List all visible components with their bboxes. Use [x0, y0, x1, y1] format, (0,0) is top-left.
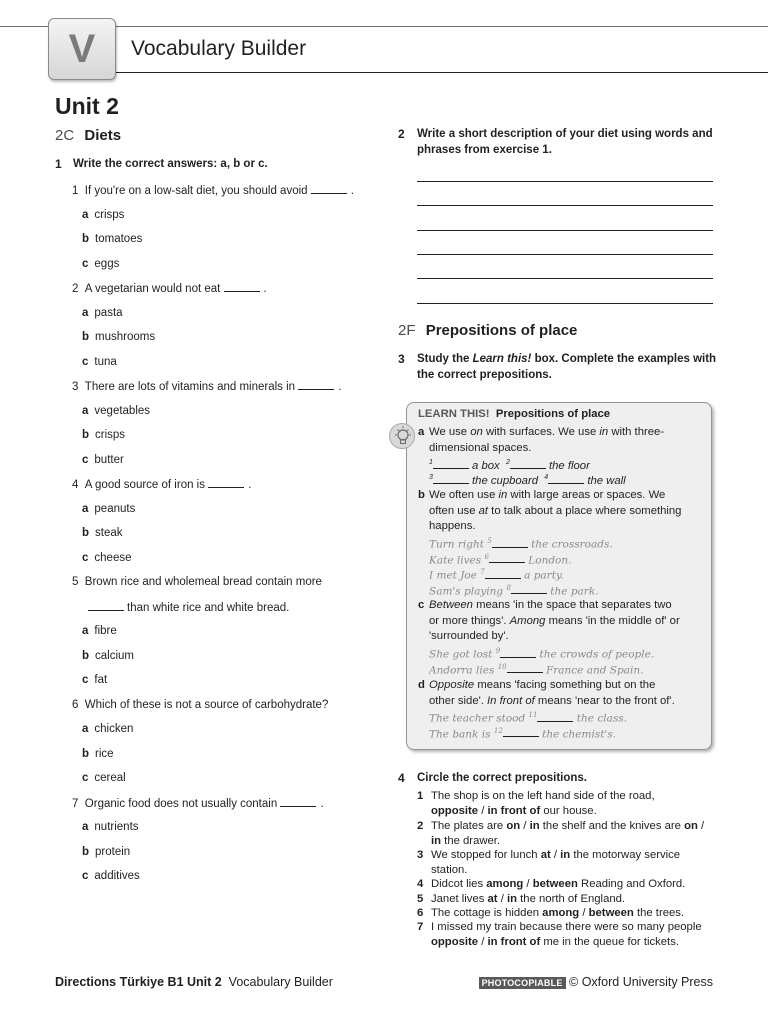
answer-option[interactable] [82, 233, 142, 245]
option-letter: a [82, 208, 89, 221]
option-letter: c [82, 355, 89, 368]
footer-book-unit: Directions Türkiye B1 Unit 2 [55, 975, 222, 989]
answer-option[interactable] [82, 307, 123, 319]
example-text: The teacher stood [429, 712, 529, 725]
example-text: the chemist's. [538, 728, 617, 740]
option-text: calcium [95, 649, 135, 662]
choice-word[interactable]: in [506, 893, 518, 905]
option-text: additives [94, 870, 140, 882]
choice-word[interactable]: at [540, 849, 551, 861]
rule-letter: a [418, 426, 425, 438]
gap-number: 6 [484, 552, 489, 561]
exercise-number: 2 [398, 127, 405, 141]
ex4-item-3: We stopped for lunch at / in the motorway service station. [431, 849, 681, 876]
answer-option[interactable] [82, 625, 117, 637]
answer-blank[interactable] [433, 474, 469, 484]
option-letter: b [82, 845, 90, 858]
answer-option[interactable] [82, 405, 150, 417]
answer-option[interactable] [82, 846, 130, 858]
gap-number: 10 [497, 662, 507, 671]
answer-option[interactable] [82, 748, 114, 760]
option-letter: c [82, 257, 89, 270]
exercise-number: 1 [55, 157, 62, 171]
instruction-text: Study the [417, 353, 473, 365]
question [72, 380, 342, 393]
example-text: a party. [520, 569, 564, 582]
option-letter: a [82, 502, 89, 515]
writing-line[interactable] [417, 181, 713, 182]
option-text: mushrooms [95, 331, 156, 343]
option-letter: a [82, 306, 89, 319]
choice-word[interactable]: on [684, 820, 698, 832]
answer-blank[interactable] [88, 601, 124, 611]
question-text: A vegetarian would not eat [84, 283, 221, 295]
instruction-text: box. Complete the examples with [531, 353, 717, 365]
gap-example [429, 581, 599, 600]
question-number: 6 [72, 698, 79, 711]
option-text: pasta [94, 306, 123, 319]
option-letter: c [82, 674, 89, 686]
exercise-instruction: Write the correct answers: a, b or c. [73, 158, 268, 170]
option-text: cheese [94, 551, 132, 564]
exercise-number: 4 [398, 771, 405, 785]
option-text: crisps [95, 429, 126, 441]
choice-word[interactable]: on [506, 820, 521, 832]
example-text: the class. [573, 712, 627, 725]
question-tail: . [263, 283, 267, 295]
rule-b-text: We often use in with large areas or spaces. We often use at to talk about a place where something happens. [429, 489, 682, 532]
option-text: steak [95, 527, 123, 539]
learn-box-heading [418, 407, 610, 423]
option-letter: c [82, 870, 89, 882]
question-text: Which of these is not a source of carbohydrate? [84, 698, 329, 711]
question-number: 5 [72, 576, 79, 588]
option-text: rice [95, 747, 114, 760]
answer-option[interactable] [82, 331, 155, 343]
option-letter: c [82, 453, 89, 466]
question-number: 3 [72, 381, 79, 393]
option-letter: a [82, 404, 89, 417]
section-title: Vocabulary Builder [131, 37, 307, 60]
answer-blank[interactable] [433, 459, 469, 469]
badge-letter: V [68, 26, 96, 71]
footer-left [55, 975, 333, 989]
question-text: Organic food does not usually contain [84, 797, 278, 810]
option-letter: c [82, 551, 89, 564]
item-number: 6 [417, 907, 424, 919]
question-tail: . [248, 479, 252, 491]
choice-word[interactable]: among [542, 907, 580, 919]
rule-letter: b [418, 489, 425, 501]
answer-blank[interactable] [492, 538, 528, 548]
question-text: A good source of iron is [84, 479, 205, 491]
answer-blank[interactable] [511, 584, 547, 594]
option-text: tuna [94, 355, 117, 368]
option-letter: a [82, 625, 89, 637]
instruction-emphasis: Learn this! [472, 353, 532, 365]
question-number: 1 [72, 185, 79, 197]
choice-word[interactable]: in [431, 834, 442, 847]
choice-word[interactable]: in front of [487, 935, 541, 948]
rule-a-text: We use on with surfaces. We use in with three- dimensional spaces. [429, 426, 665, 454]
exercise-instruction [417, 126, 713, 158]
option-text: fibre [94, 625, 117, 637]
question [72, 282, 267, 295]
option-text: nutrients [94, 821, 139, 833]
question [72, 576, 322, 588]
question-text: There are lots of vitamins and minerals in [84, 381, 296, 393]
option-letter: b [82, 331, 90, 343]
example-text: London. [524, 554, 572, 566]
ex4-item-2: The plates are on / in the shelf and the knives are on / in the drawer. [431, 820, 705, 847]
instruction-line: the correct prepositions. [417, 369, 552, 381]
answer-blank[interactable] [280, 797, 316, 807]
writing-line[interactable] [417, 254, 713, 255]
ex4-item-4: Didcot lies among / between Reading and Oxford. [431, 878, 686, 890]
option-text: protein [95, 845, 131, 858]
example-text: France and Spain. [542, 664, 644, 676]
question [72, 184, 354, 197]
rule-letter: d [418, 679, 425, 691]
ex4-item-7: I missed my train because there were so many people opposite / in front of me in the queue for tickets. [431, 921, 702, 948]
answer-blank[interactable] [208, 478, 244, 488]
unit-title: Unit 2 [55, 93, 119, 119]
option-text: tomatoes [95, 233, 143, 245]
answer-option[interactable] [82, 650, 134, 662]
option-letter: a [82, 723, 89, 735]
choice-word[interactable]: between [532, 878, 578, 890]
learn-box-title: Prepositions of place [495, 408, 611, 420]
option-text: cereal [94, 772, 126, 784]
answer-option[interactable] [82, 209, 124, 221]
option-text: fat [94, 674, 108, 686]
gap-number: 8 [506, 583, 511, 592]
item-number: 5 [417, 893, 424, 905]
answer-option[interactable] [82, 723, 133, 735]
subsection-heading-2f [398, 320, 577, 339]
question-continuation [88, 601, 289, 614]
answer-option[interactable] [82, 772, 126, 784]
answer-blank[interactable] [298, 380, 334, 390]
subsection-code: 2F [398, 322, 416, 339]
gap-example [429, 660, 643, 679]
answer-option[interactable] [82, 870, 140, 882]
gap-number: 7 [480, 568, 485, 576]
answer-blank[interactable] [548, 474, 584, 484]
ex4-item-6: The cottage is hidden among / between the trees. [431, 907, 685, 919]
answer-blank[interactable] [537, 712, 573, 722]
gap-number: 12 [493, 726, 503, 735]
answer-option[interactable] [82, 454, 124, 466]
example-text: Turn right [429, 538, 488, 551]
answer-option[interactable] [82, 429, 125, 441]
writing-line[interactable] [417, 278, 713, 279]
question [72, 699, 328, 711]
subsection-title: Prepositions of place [425, 322, 578, 339]
answer-blank[interactable] [500, 648, 536, 658]
answer-option[interactable] [82, 552, 132, 564]
gap-number: 9 [495, 647, 501, 655]
choice-word[interactable]: opposite [431, 804, 479, 817]
choice-word[interactable]: in [560, 849, 571, 861]
option-text: chicken [94, 723, 134, 735]
answer-blank[interactable] [311, 184, 347, 194]
item-number: 1 [417, 790, 424, 802]
option-letter: b [82, 649, 90, 662]
question-text: Brown rice and wholemeal bread contain more [84, 576, 322, 588]
rule-c-text: Between means 'in the space that separates two or more things'. Among means 'in the middle of' or 'surrounded by'. [429, 599, 680, 642]
answer-blank[interactable] [489, 553, 525, 563]
answer-blank[interactable] [224, 282, 260, 292]
exercise-number: 3 [398, 352, 405, 366]
question-number: 2 [72, 283, 79, 295]
gap-example [429, 724, 616, 743]
example-text: She got lost [429, 648, 496, 661]
example-text: I met Joe [429, 569, 481, 582]
option-letter: b [82, 233, 90, 245]
gap-number: 11 [528, 711, 538, 719]
answer-option[interactable] [82, 503, 135, 515]
choice-word[interactable]: among [486, 878, 524, 890]
answer-blank[interactable] [510, 459, 546, 469]
answer-blank[interactable] [507, 663, 543, 673]
option-text: butter [94, 453, 124, 466]
answer-option[interactable] [82, 674, 107, 686]
section-badge [48, 18, 116, 80]
footer-section: Vocabulary Builder [228, 975, 333, 989]
question-tail: . [338, 381, 342, 393]
option-letter: b [82, 747, 90, 760]
gap-example: $^1$ a box $^2$ the floor [429, 459, 590, 472]
photocopiable-badge: PHOTOCOPIABLE [479, 977, 566, 989]
exercise-instruction [417, 351, 716, 383]
writing-line[interactable] [417, 205, 713, 206]
item-number: 4 [417, 878, 424, 890]
question-text: than white rice and white bread. [127, 601, 290, 614]
choice-word[interactable]: in front of [487, 804, 541, 817]
question [72, 797, 324, 810]
example-text: Andorra lies [429, 664, 498, 676]
example-text: Sam's playing [429, 585, 507, 597]
instruction-line: Write a short description of your diet using words and [417, 128, 713, 140]
copyright: © Oxford University Press [569, 975, 713, 989]
example-text: Kate lives [429, 554, 485, 566]
ex4-item-5: Janet lives at / in the north of England. [431, 893, 626, 905]
gap-example: $^3$ the cupboard $^4$ the wall [429, 474, 626, 487]
header-bottom-rule [116, 72, 768, 73]
question-number: 7 [72, 797, 79, 810]
option-text: crisps [94, 208, 125, 221]
writing-line[interactable] [417, 303, 713, 304]
answer-option[interactable] [82, 821, 139, 833]
question-text: If you're on a low-salt diet, you should avoid [84, 185, 308, 197]
instruction-line: phrases from exercise 1. [417, 144, 552, 156]
option-text: vegetables [94, 404, 151, 417]
item-number: 3 [417, 849, 424, 861]
question-number: 4 [72, 479, 79, 491]
item-number: 7 [417, 921, 424, 933]
example-text: the park. [546, 585, 599, 597]
answer-option[interactable] [82, 356, 117, 368]
lightbulb-icon [389, 423, 415, 449]
answer-option[interactable] [82, 258, 119, 270]
example-text: the crossroads. [527, 538, 613, 551]
subsection-title: Diets [84, 127, 122, 144]
option-letter: c [82, 772, 89, 784]
subsection-heading-2c [55, 125, 121, 144]
gap-number: 5 [487, 537, 492, 545]
rule-d-text: Opposite means 'facing something but on the other side'. In front of means 'near to the front of'. [429, 679, 675, 707]
writing-line[interactable] [417, 230, 713, 231]
footer-right [479, 975, 713, 989]
option-text: peanuts [94, 502, 136, 515]
option-letter: b [82, 527, 90, 539]
example-text: the crowds of people. [536, 648, 655, 661]
answer-option[interactable] [82, 527, 123, 539]
answer-blank[interactable] [485, 569, 521, 579]
ex4-item-1: The shop is on the left hand side of the road, opposite / in front of our house. [431, 790, 655, 817]
question [72, 478, 251, 491]
choice-word[interactable]: between [588, 907, 634, 919]
rule-letter: c [418, 599, 425, 611]
option-letter: b [82, 429, 90, 441]
question-tail: . [350, 185, 354, 197]
question-tail: . [320, 797, 324, 810]
example-text: The bank is [429, 728, 494, 740]
learn-box-label: LEARN THIS! [418, 408, 490, 420]
answer-blank[interactable] [503, 727, 539, 737]
choice-word[interactable]: at [487, 893, 498, 905]
choice-word[interactable]: in [529, 820, 540, 832]
subsection-code: 2C [55, 127, 75, 144]
option-letter: a [82, 821, 89, 833]
exercise-instruction: Circle the correct prepositions. [417, 772, 587, 784]
item-number: 2 [417, 820, 424, 832]
choice-word[interactable]: opposite [431, 935, 479, 948]
option-text: eggs [94, 257, 120, 270]
